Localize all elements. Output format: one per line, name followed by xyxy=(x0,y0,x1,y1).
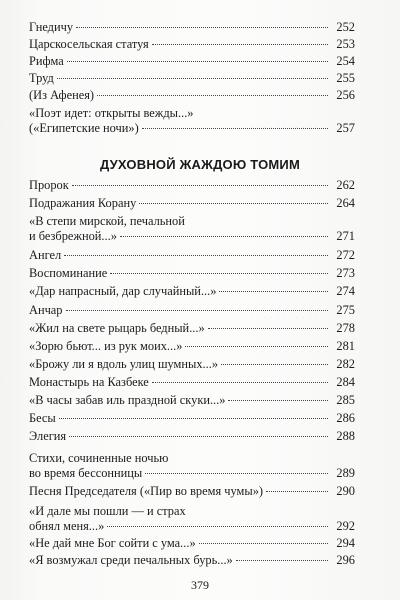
page-number: 278 xyxy=(336,321,355,335)
toc-entry[interactable] xyxy=(29,393,355,408)
page-number: 264 xyxy=(336,196,355,210)
page-number: 296 xyxy=(336,553,355,567)
page-number: 257 xyxy=(336,121,355,135)
show-through-texture: · · · · · · · · · · · xyxy=(250,312,318,324)
page-number: 281 xyxy=(336,339,355,353)
entry-title: Ангел xyxy=(29,248,62,262)
toc-entry[interactable] xyxy=(29,504,355,534)
section-heading: ДУХОВНОЙ ЖАЖДОЮ ТОМИМ xyxy=(99,157,300,172)
page-number: 253 xyxy=(336,37,355,51)
dot-leader xyxy=(110,273,328,274)
entry-title: и безбрежной...» xyxy=(29,229,117,243)
toc-entry[interactable] xyxy=(29,214,355,244)
dot-leader xyxy=(69,436,328,437)
dot-leader xyxy=(142,128,328,129)
entry-title: Монастырь на Казбеке xyxy=(29,375,149,389)
entry-title: Труд xyxy=(29,71,54,85)
dot-leader xyxy=(59,418,328,419)
page-number: 292 xyxy=(336,519,355,533)
page-number: 285 xyxy=(336,393,355,407)
show-through-texture: · · · · · · · · · · · xyxy=(250,122,318,134)
toc-entry[interactable] xyxy=(29,484,355,499)
toc-entry[interactable] xyxy=(29,411,355,426)
dot-leader xyxy=(76,27,328,28)
dot-leader xyxy=(145,473,328,474)
entry-title: («Египетские ночи») xyxy=(29,121,139,135)
dot-leader xyxy=(152,44,328,45)
dot-leader xyxy=(221,364,328,365)
dot-leader xyxy=(219,291,328,292)
entry-title: «Дар напрасный, дар случайный...» xyxy=(29,284,217,298)
toc-entry[interactable] xyxy=(29,321,355,336)
entry-title: Элегия xyxy=(29,429,67,443)
entry-title: Песня Председателя («Пир во время чумы») xyxy=(29,484,264,498)
page-number: 255 xyxy=(336,71,355,85)
dot-leader xyxy=(57,78,328,79)
dot-leader xyxy=(107,526,328,527)
dot-leader xyxy=(199,543,328,544)
entry-title: «Зорю бьют... из рук моих...» xyxy=(29,339,183,353)
entry-title: Рифма xyxy=(29,54,64,68)
entry-title-line: «Поэт идет: открыты вежды...» xyxy=(29,106,194,120)
dot-leader xyxy=(97,95,328,96)
entry-title: «Брожу ли я вдоль улиц шумных...» xyxy=(29,357,219,371)
entry-title: Пророк xyxy=(29,178,69,192)
toc-entry[interactable] xyxy=(29,196,355,211)
entry-title: Анчар xyxy=(29,303,63,317)
dot-leader xyxy=(67,61,328,62)
dot-leader xyxy=(152,382,328,383)
page-number: 273 xyxy=(336,266,355,280)
dot-leader xyxy=(120,236,328,237)
entry-title: «В часы забав иль праздной скуки...» xyxy=(29,393,226,407)
entry-title: Царскосельская статуя xyxy=(29,37,149,51)
toc-entry[interactable] xyxy=(29,266,355,281)
page-number: 256 xyxy=(336,88,355,102)
page-number: 275 xyxy=(336,303,355,317)
entry-title: Подражания Корану xyxy=(29,196,137,210)
toc-entry[interactable] xyxy=(29,339,355,354)
toc-entry[interactable] xyxy=(29,106,355,136)
entry-title: (Из Афенея) xyxy=(29,88,95,102)
page-number: 294 xyxy=(336,536,355,550)
entry-title: Воспоминание xyxy=(29,266,108,280)
dot-leader xyxy=(139,203,328,204)
toc-entry[interactable] xyxy=(29,536,355,551)
page-number: 289 xyxy=(336,466,355,480)
entry-title-line: Стихи, сочиненные ночью xyxy=(29,451,169,465)
dot-leader xyxy=(266,491,328,492)
dot-leader xyxy=(64,255,328,256)
toc-entry[interactable] xyxy=(29,357,355,372)
dot-leader xyxy=(236,560,328,561)
toc-entry[interactable] xyxy=(29,248,355,263)
entry-title: «Жил на свете рыцарь бедный...» xyxy=(29,321,205,335)
toc-entry[interactable] xyxy=(29,88,355,103)
page-number: 271 xyxy=(336,229,355,243)
toc-entry[interactable] xyxy=(29,303,355,318)
show-through-texture: · · · · · · · · · · · xyxy=(250,232,318,244)
dot-leader xyxy=(228,400,328,401)
entry-title-line: «И дале мы пошли — и страх xyxy=(29,504,186,518)
entry-title: во время бессонницы xyxy=(29,466,143,480)
toc-entry[interactable] xyxy=(29,375,355,390)
entry-title-line: «В степи мирской, печальной xyxy=(29,214,185,228)
entry-title: «Не дай мне Бог сойти с ума...» xyxy=(29,536,196,550)
toc-entry[interactable] xyxy=(29,451,355,481)
page-number: 290 xyxy=(336,484,355,498)
dot-leader xyxy=(208,328,328,329)
page-number: 284 xyxy=(336,375,355,389)
entry-title: «Я возмужал среди печальных бурь...» xyxy=(29,553,233,567)
toc-entry[interactable] xyxy=(29,54,355,69)
page-number: 272 xyxy=(336,248,355,262)
entry-title: обнял меня...» xyxy=(29,519,105,533)
toc-entry[interactable] xyxy=(29,284,355,299)
entry-title: Гнедичу xyxy=(29,20,74,34)
toc-entry[interactable] xyxy=(29,178,355,193)
toc-entry[interactable] xyxy=(29,20,355,35)
page-number: 282 xyxy=(336,357,355,371)
toc-entry[interactable] xyxy=(29,553,355,568)
page-folio-number: 379 xyxy=(191,578,209,592)
page-number: 262 xyxy=(336,178,355,192)
page-number: 274 xyxy=(336,284,355,298)
page-number: 254 xyxy=(336,54,355,68)
dot-leader xyxy=(185,346,328,347)
dot-leader xyxy=(72,185,328,186)
page-number: 286 xyxy=(336,411,355,425)
toc-entry[interactable] xyxy=(29,429,355,444)
entry-title: Бесы xyxy=(29,411,56,425)
page-number: 252 xyxy=(336,20,355,34)
toc-entry[interactable] xyxy=(29,71,355,86)
toc-entry[interactable] xyxy=(29,37,355,52)
page-number: 288 xyxy=(336,429,355,443)
dot-leader xyxy=(66,310,328,311)
